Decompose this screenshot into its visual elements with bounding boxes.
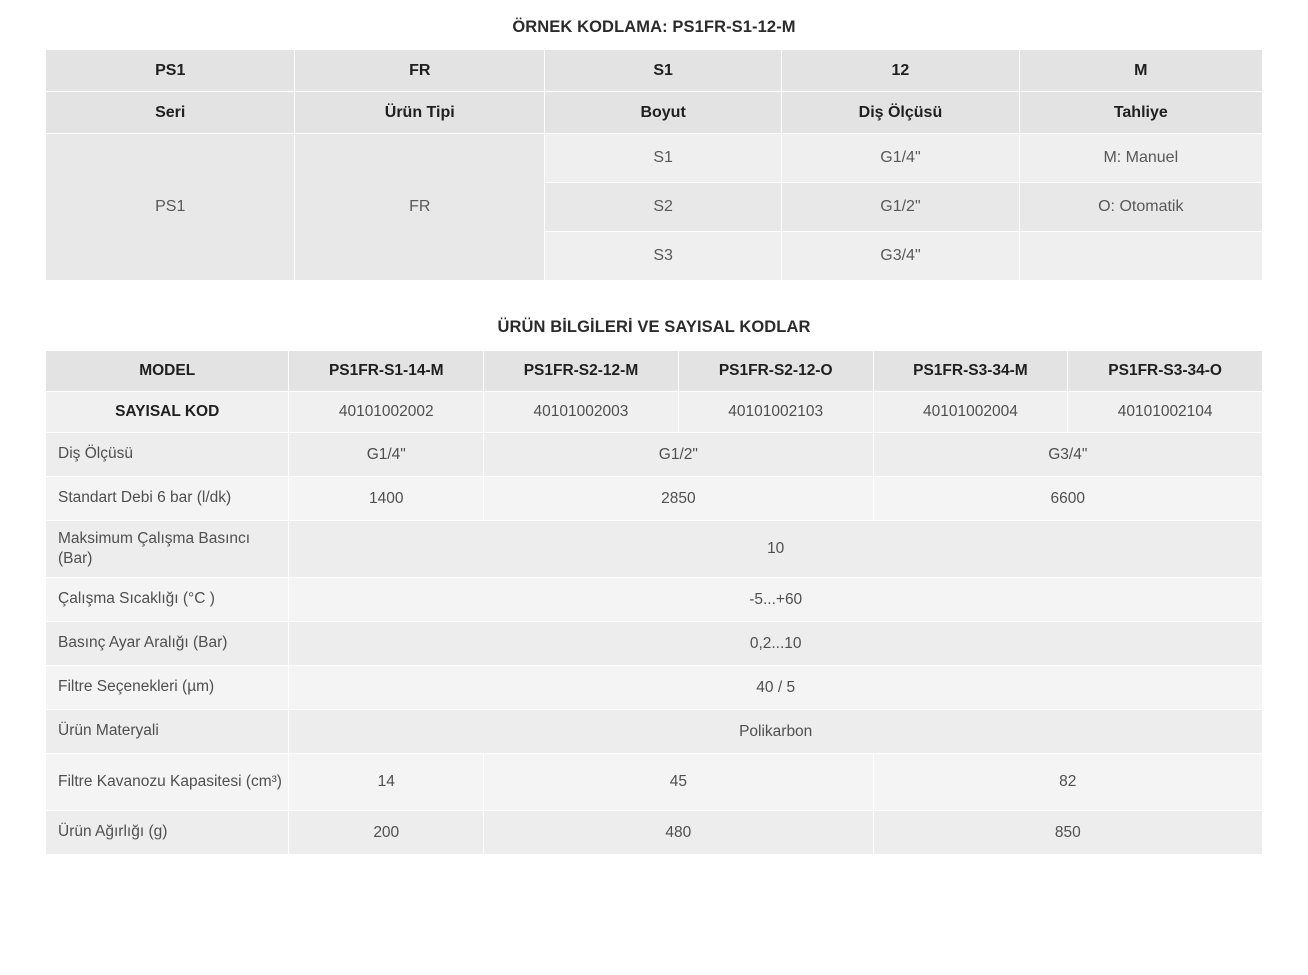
coding-code-cell-4: M (1019, 50, 1262, 92)
spec-label: Filtre Seçenekleri (µm) (46, 666, 289, 710)
spec-value: G1/4" (289, 433, 484, 477)
spec-value: 40 / 5 (289, 666, 1263, 710)
products-model-0: PS1FR-S1-14-M (289, 351, 484, 392)
spec-value: 2850 (484, 477, 873, 521)
coding-code-cell-3: 12 (782, 50, 1019, 92)
coding-size-1: S2 (544, 183, 781, 232)
products-code-2: 40101002103 (678, 392, 873, 433)
spec-label: Filtre Kavanozu Kapasitesi (cm³) (46, 754, 289, 811)
coding-table (45, 49, 1263, 281)
coding-label-cell-2: Boyut (544, 92, 781, 134)
spec-value: 850 (873, 811, 1262, 855)
products-model-label: MODEL (46, 351, 289, 392)
spec-label: Ürün Ağırlığı (g) (46, 811, 289, 855)
coding-code-cell-2: S1 (544, 50, 781, 92)
table-row (46, 754, 1263, 811)
spec-label: Çalışma Sıcaklığı (°C ) (46, 578, 289, 622)
products-section-title: ÜRÜN BİLGİLERİ VE SAYISAL KODLAR (497, 318, 811, 336)
coding-drain-0: M: Manuel (1019, 134, 1262, 183)
coding-label-header-row (46, 92, 1263, 134)
products-model-3: PS1FR-S3-34-M (873, 351, 1068, 392)
table-row (46, 622, 1263, 666)
products-code-1: 40101002003 (484, 392, 679, 433)
coding-code-header-row (46, 50, 1263, 92)
spec-value: 200 (289, 811, 484, 855)
table-row (46, 811, 1263, 855)
coding-series-value: PS1 (46, 134, 295, 281)
products-table (45, 350, 1263, 855)
spec-value: G3/4" (873, 433, 1262, 477)
products-model-4: PS1FR-S3-34-O (1068, 351, 1263, 392)
coding-code-cell-0: PS1 (46, 50, 295, 92)
products-model-2: PS1FR-S2-12-O (678, 351, 873, 392)
table-row (46, 578, 1263, 622)
spec-value: 14 (289, 754, 484, 811)
products-code-0: 40101002002 (289, 392, 484, 433)
table-row (46, 521, 1263, 578)
table-row (46, 433, 1263, 477)
spec-value: 1400 (289, 477, 484, 521)
coding-size-2: S3 (544, 232, 781, 281)
table-row (46, 710, 1263, 754)
spec-value: 45 (484, 754, 873, 811)
coding-label-cell-1: Ürün Tipi (295, 92, 544, 134)
products-code-4: 40101002104 (1068, 392, 1263, 433)
table-row (46, 134, 1263, 183)
products-code-3: 40101002004 (873, 392, 1068, 433)
spec-label: Ürün Materyali (46, 710, 289, 754)
spec-value: 0,2...10 (289, 622, 1263, 666)
spec-value: 82 (873, 754, 1262, 811)
products-code-label: SAYISAL KOD (46, 392, 289, 433)
products-model-header-row (46, 351, 1263, 392)
coding-section-title: ÖRNEK KODLAMA: PS1FR-S1-12-M (512, 18, 796, 36)
coding-type-value: FR (295, 134, 544, 281)
spec-value: 6600 (873, 477, 1262, 521)
spec-value: 10 (289, 521, 1263, 578)
spec-label: Diş Ölçüsü (46, 433, 289, 477)
coding-size-0: S1 (544, 134, 781, 183)
coding-label-cell-0: Seri (46, 92, 295, 134)
table-row (46, 477, 1263, 521)
coding-drain-2 (1019, 232, 1262, 281)
spec-value: -5...+60 (289, 578, 1263, 622)
coding-thread-2: G3/4" (782, 232, 1019, 281)
spec-value: 480 (484, 811, 873, 855)
products-model-1: PS1FR-S2-12-M (484, 351, 679, 392)
spec-label: Maksimum Çalışma Basıncı (Bar) (46, 521, 289, 578)
document-page (0, 18, 1308, 855)
coding-thread-1: G1/2" (782, 183, 1019, 232)
spec-value: Polikarbon (289, 710, 1263, 754)
coding-label-cell-4: Tahliye (1019, 92, 1262, 134)
spec-value: G1/2" (484, 433, 873, 477)
coding-thread-0: G1/4" (782, 134, 1019, 183)
coding-code-cell-1: FR (295, 50, 544, 92)
table-row (46, 666, 1263, 710)
coding-label-cell-3: Diş Ölçüsü (782, 92, 1019, 134)
spec-label: Basınç Ayar Aralığı (Bar) (46, 622, 289, 666)
spec-label: Standart Debi 6 bar (l/dk) (46, 477, 289, 521)
coding-drain-1: O: Otomatik (1019, 183, 1262, 232)
products-code-row (46, 392, 1263, 433)
